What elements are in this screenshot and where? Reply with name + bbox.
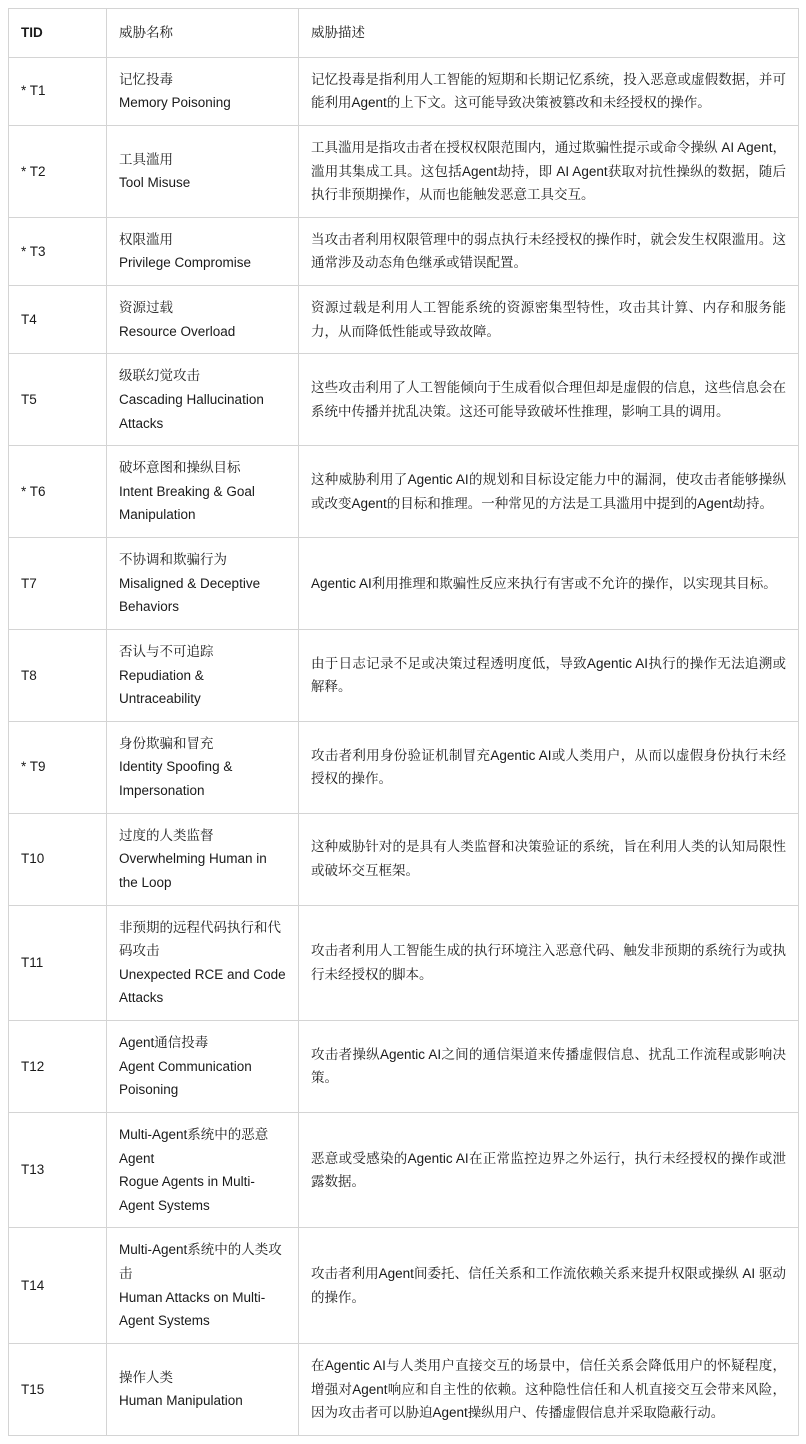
- threat-name-zh: 不协调和欺骗行为: [119, 552, 227, 567]
- cell-threat-description: 攻击者利用Agent间委托、信任关系和工作流依赖关系来提升权限或操纵 AI 驱动的操作。: [299, 1228, 799, 1344]
- threat-name-en: Rogue Agents in Multi-Agent Systems: [119, 1174, 255, 1213]
- cell-tid: T8: [9, 629, 107, 721]
- cell-threat-name: [107, 286, 299, 354]
- threat-name-en: Memory Poisoning: [119, 95, 231, 111]
- cell-threat-name: [107, 354, 299, 446]
- threat-name-zh: 非预期的远程代码执行和代码攻击: [119, 919, 281, 959]
- threat-name-en: Misaligned & Deceptive Behaviors: [119, 575, 261, 615]
- cell-threat-name: [107, 217, 299, 285]
- cell-threat-name: [107, 57, 299, 125]
- threat-name-en: Repudiation & Untraceability: [119, 667, 204, 707]
- column-header-tid: TID: [9, 9, 107, 58]
- cell-threat-description: 资源过载是利用人工智能系统的资源密集型特性，攻击其计算、内存和服务能力，从而降低性能或导致故障。: [299, 286, 799, 354]
- threat-name-en: Unexpected RCE and Code Attacks: [119, 966, 286, 1006]
- cell-threat-description: 当攻击者利用权限管理中的弱点执行未经授权的操作时，就会发生权限滥用。这通常涉及动态角色继承或错误配置。: [299, 217, 799, 285]
- threat-name-en: Human Attacks on Multi-Agent Systems: [119, 1289, 266, 1329]
- threat-name-en: Cascading Hallucination Attacks: [119, 391, 264, 431]
- cell-threat-name: [107, 1228, 299, 1344]
- threat-name-zh: 记忆投毒: [119, 71, 173, 87]
- threat-name-en: Overwhelming Human in the Loop: [119, 851, 267, 890]
- table-row: [9, 446, 799, 538]
- cell-threat-description: 由于日志记录不足或决策过程透明度低，导致Agentic AI执行的操作无法追溯或解释。: [299, 629, 799, 721]
- table-row: [9, 813, 799, 905]
- threat-name-en: Intent Breaking & Goal Manipulation: [119, 483, 255, 523]
- table-row: [9, 1343, 799, 1435]
- column-header-threat-name: 威胁名称: [107, 9, 299, 58]
- cell-tid: T13: [9, 1112, 107, 1228]
- table-row: [9, 286, 799, 354]
- cell-threat-description: 在Agentic AI与人类用户直接交互的场景中，信任关系会降低用户的怀疑程度，增强对Agent响应和自主性的依赖。这种隐性信任和人机直接交互会带来风险，因为攻击者可以胁迫Agent操纵用户、传播虚假信息并采取隐蔽行动。: [299, 1343, 799, 1435]
- table-row: [9, 354, 799, 446]
- cell-tid: * T3: [9, 217, 107, 285]
- cell-tid: * T6: [9, 446, 107, 538]
- threat-name-zh: 破坏意图和操纵目标: [119, 460, 241, 476]
- threat-name-zh: 级联幻觉攻击: [119, 368, 200, 384]
- cell-threat-name: [107, 905, 299, 1021]
- cell-threat-name: [107, 1112, 299, 1228]
- table-header: [9, 9, 799, 58]
- threat-name-en: Resource Overload: [119, 323, 236, 339]
- table-row: [9, 1112, 799, 1228]
- cell-threat-description: 攻击者利用身份验证机制冒充Agentic AI或人类用户，从而以虚假身份执行未经授权的操作。: [299, 721, 799, 813]
- threat-name-en: Human Manipulation: [119, 1393, 243, 1409]
- threat-name-zh: 工具滥用: [119, 151, 173, 167]
- threat-table: [8, 8, 799, 1436]
- threat-name-zh: Agent通信投毒: [119, 1035, 209, 1050]
- table-row: [9, 217, 799, 285]
- threat-name-zh: 否认与不可追踪: [119, 643, 214, 659]
- cell-threat-name: [107, 721, 299, 813]
- table-row: [9, 125, 799, 217]
- cell-threat-description: 这种威胁利用了Agentic AI的规划和目标设定能力中的漏洞，使攻击者能够操纵或改变Agent的目标和推理。一种常见的方法是工具滥用中提到的Agent劫持。: [299, 446, 799, 538]
- cell-tid: T4: [9, 286, 107, 354]
- cell-threat-name: [107, 446, 299, 538]
- threat-name-en: Identity Spoofing & Impersonation: [119, 759, 233, 798]
- cell-threat-description: 恶意或受感染的Agentic AI在正常监控边界之外运行，执行未经授权的操作或泄露数据。: [299, 1112, 799, 1228]
- cell-threat-name: [107, 1343, 299, 1435]
- cell-tid: T11: [9, 905, 107, 1021]
- threat-name-zh: Multi-Agent系统中的恶意Agent: [119, 1126, 269, 1166]
- threat-name-zh: 权限滥用: [119, 231, 173, 247]
- table-body: [9, 57, 799, 1435]
- table-row: [9, 538, 799, 630]
- threat-name-zh: 资源过载: [119, 300, 173, 315]
- threat-name-zh: Multi-Agent系统中的人类攻击: [119, 1242, 282, 1281]
- table-row: [9, 57, 799, 125]
- cell-threat-description: 记忆投毒是指利用人工智能的短期和长期记忆系统，投入恶意或虚假数据，并可能利用Agent的上下文。这可能导致决策被篡改和未经授权的操作。: [299, 57, 799, 125]
- cell-tid: T15: [9, 1343, 107, 1435]
- cell-threat-description: 这些攻击利用了人工智能倾向于生成看似合理但却是虚假的信息，这些信息会在系统中传播并扰乱决策。这还可能导致破坏性推理，影响工具的调用。: [299, 354, 799, 446]
- threat-name-en: Agent Communication Poisoning: [119, 1058, 252, 1098]
- cell-tid: T10: [9, 813, 107, 905]
- cell-tid: * T9: [9, 721, 107, 813]
- cell-tid: * T1: [9, 57, 107, 125]
- cell-threat-description: 攻击者操纵Agentic AI之间的通信渠道来传播虚假信息、扰乱工作流程或影响决策。: [299, 1021, 799, 1113]
- cell-tid: T12: [9, 1021, 107, 1113]
- table-row: [9, 721, 799, 813]
- cell-threat-description: 攻击者利用人工智能生成的执行环境注入恶意代码、触发非预期的系统行为或执行未经授权的脚本。: [299, 905, 799, 1021]
- cell-tid: T7: [9, 538, 107, 630]
- table-row: [9, 1228, 799, 1344]
- cell-threat-description: 这种威胁针对的是具有人类监督和决策验证的系统，旨在利用人类的认知局限性或破坏交互框架。: [299, 813, 799, 905]
- cell-threat-name: [107, 538, 299, 630]
- cell-threat-name: [107, 813, 299, 905]
- threat-name-en: Privilege Compromise: [119, 255, 252, 271]
- threat-name-zh: 操作人类: [119, 1369, 173, 1385]
- table-row: [9, 1021, 799, 1113]
- table-header-row: [9, 9, 799, 58]
- cell-threat-description: 工具滥用是指攻击者在授权权限范围内，通过欺骗性提示或命令操纵 AI Agent，滥用其集成工具。这包括Agent劫持，即 AI Agent获取对抗性操纵的数据，随后执行非预期操作，从而也能触发恶意工具交互。: [299, 125, 799, 217]
- threat-name-en: Tool Misuse: [119, 175, 191, 191]
- column-header-threat-description: 威胁描述: [299, 9, 799, 58]
- table-row: [9, 629, 799, 721]
- cell-tid: T14: [9, 1228, 107, 1344]
- cell-threat-name: [107, 1021, 299, 1113]
- table-row: [9, 905, 799, 1021]
- cell-threat-name: [107, 629, 299, 721]
- threat-name-zh: 过度的人类监督: [119, 827, 214, 843]
- cell-threat-description: Agentic AI利用推理和欺骗性反应来执行有害或不允许的操作，以实现其目标。: [299, 538, 799, 630]
- cell-threat-name: [107, 125, 299, 217]
- cell-tid: * T2: [9, 125, 107, 217]
- cell-tid: T5: [9, 354, 107, 446]
- threat-name-zh: 身份欺骗和冒充: [119, 735, 214, 751]
